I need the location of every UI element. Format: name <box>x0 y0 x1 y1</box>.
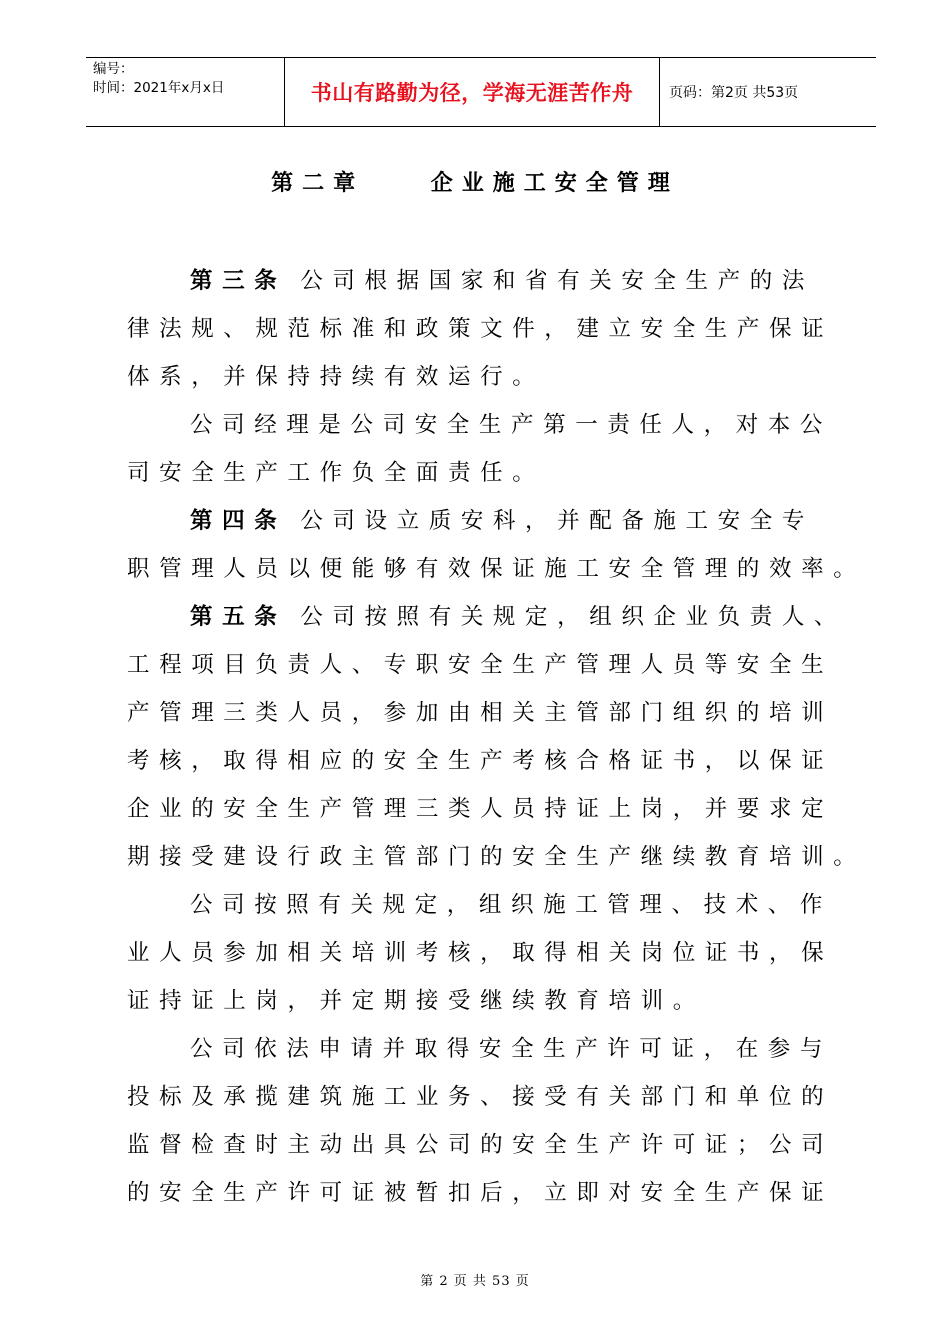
page-footer: 第 2 页 共 53 页 <box>420 1274 530 1289</box>
article-heading: 第五条 <box>190 604 287 630</box>
paragraph-line: 企业的安全生产管理三类人员持证上岗，并要求定 <box>127 796 834 822</box>
paragraph-line: 的安全生产许可证被暂扣后，立即对安全生产保证 <box>127 1180 834 1206</box>
header-page-info: 页码：第2页 共53页 <box>669 85 799 101</box>
paragraph-line: 第四条 公司设立质安科，并配备施工安全专 <box>190 508 814 534</box>
paragraph-line: 体系，并保持持续有效运行。 <box>127 364 545 390</box>
document-header <box>86 57 876 127</box>
paragraph-line: 工程项目负责人、专职安全生产管理人员等安全生 <box>127 652 834 678</box>
paragraph-line: 期接受建设行政主管部门的安全生产继续教育培训。 <box>127 844 866 870</box>
paragraph-line: 职管理人员以便能够有效保证施工安全管理的效率。 <box>127 556 866 582</box>
paragraph-line: 律法规、规范标准和政策文件，建立安全生产保证 <box>127 316 834 342</box>
paragraph-line: 产管理三类人员，参加由相关主管部门组织的培训 <box>127 700 834 726</box>
paragraph-line: 监督检查时主动出具公司的安全生产许可证；公司 <box>127 1132 834 1158</box>
header-motto: 书山有路勤为径，学海无涯苦作舟 <box>285 58 660 126</box>
paragraph-line: 投标及承揽建筑施工业务、接受有关部门和单位的 <box>127 1084 834 1110</box>
paragraph-line: 公司依法申请并取得安全生产许可证，在参与 <box>190 1036 833 1062</box>
paragraph-line: 公司按照有关规定，组织施工管理、技术、作 <box>190 892 833 918</box>
header-meta <box>86 58 285 126</box>
article-heading: 第三条 <box>190 268 287 294</box>
paragraph-line: 司安全生产工作负全面责任。 <box>127 460 545 486</box>
chapter-title: 第二章 企业施工安全管理 <box>271 171 679 196</box>
paragraph-line: 第五条 公司按照有关规定，组织企业负责人、 <box>190 604 847 630</box>
article-heading: 第四条 <box>190 508 287 534</box>
paragraph-line: 业人员参加相关培训考核，取得相关岗位证书，保 <box>127 940 834 966</box>
paragraph-line: 公司经理是公司安全生产第一责任人，对本公 <box>190 412 833 438</box>
code-label: 编号： <box>93 61 134 77</box>
paragraph-line: 考核，取得相应的安全生产考核合格证书，以保证 <box>127 748 834 774</box>
time-label: 时间：2021年x月x日 <box>93 80 225 96</box>
paragraph-line: 第三条 公司根据国家和省有关安全生产的法 <box>190 268 814 294</box>
paragraph-line: 证持证上岗，并定期接受继续教育培训。 <box>127 988 705 1014</box>
